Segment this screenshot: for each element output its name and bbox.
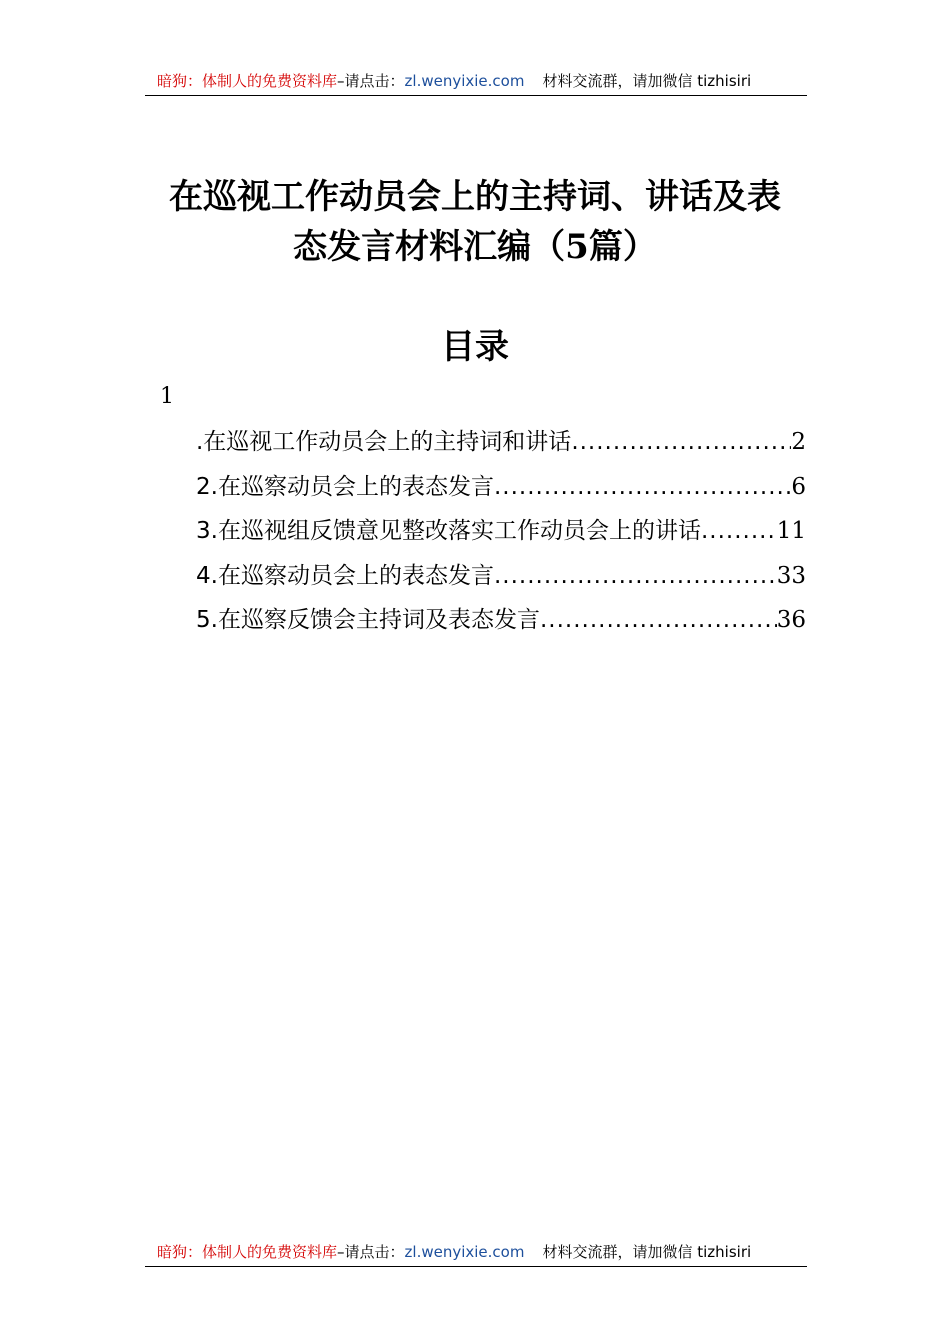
toc-stray-number: 1 <box>160 384 174 409</box>
toc-heading: 目录 <box>441 327 509 367</box>
toc-entry-page: 36 <box>776 607 806 633</box>
toc-leader-dots <box>494 558 777 594</box>
banner-url-link[interactable]: zl.wenyixie.com <box>404 72 525 90</box>
toc-entry-page: 2 <box>791 429 806 455</box>
toc-entry-page: 6 <box>791 473 806 500</box>
toc-leader-dots <box>571 424 791 460</box>
toc-entry-label: 5.在巡察反馈会主持词及表态发言 <box>196 607 540 633</box>
toc-entry-label: .在巡视工作动员会上的主持词和讲话 <box>196 429 572 455</box>
toc-entry-5[interactable] <box>196 602 806 647</box>
header-banner <box>145 70 807 96</box>
toc-entry-2[interactable] <box>196 469 806 514</box>
banner-site-name: 暗狗：体制人的免费资料库 <box>157 72 338 90</box>
footer-banner <box>145 1241 807 1267</box>
toc-entry-3[interactable] <box>196 513 806 558</box>
toc-entry-label: 2.在巡察动员会上的表态发言 <box>196 473 494 500</box>
banner-click-prompt: –请点击： <box>337 1243 405 1261</box>
toc-leader-dots <box>540 602 777 638</box>
toc-list <box>196 424 806 647</box>
toc-leader-dots <box>701 513 777 549</box>
banner-site-name: 暗狗：体制人的免费资料库 <box>157 1243 338 1261</box>
toc-entry-page: 11 <box>776 518 806 544</box>
banner-group-note: 材料交流群，请加微信 tizhisiri <box>542 72 752 90</box>
banner-click-prompt: –请点击： <box>337 72 405 90</box>
document-title <box>140 172 810 272</box>
toc-leader-dots <box>494 469 791 505</box>
toc-entry-label: 3.在巡视组反馈意见整改落实工作动员会上的讲话 <box>196 518 701 544</box>
toc-entry-page: 33 <box>776 562 806 589</box>
toc-entry-4[interactable] <box>196 558 806 603</box>
toc-entry-label: 4.在巡察动员会上的表态发言 <box>196 562 494 589</box>
banner-group-note: 材料交流群，请加微信 tizhisiri <box>542 1243 752 1261</box>
document-title-line-2: 态发言材料汇编（5篇） <box>293 227 657 267</box>
toc-entry-1[interactable] <box>196 424 806 469</box>
banner-url-link[interactable]: zl.wenyixie.com <box>404 1243 525 1261</box>
document-title-line-1: 在巡视工作动员会上的主持词、讲话及表 <box>169 177 781 217</box>
